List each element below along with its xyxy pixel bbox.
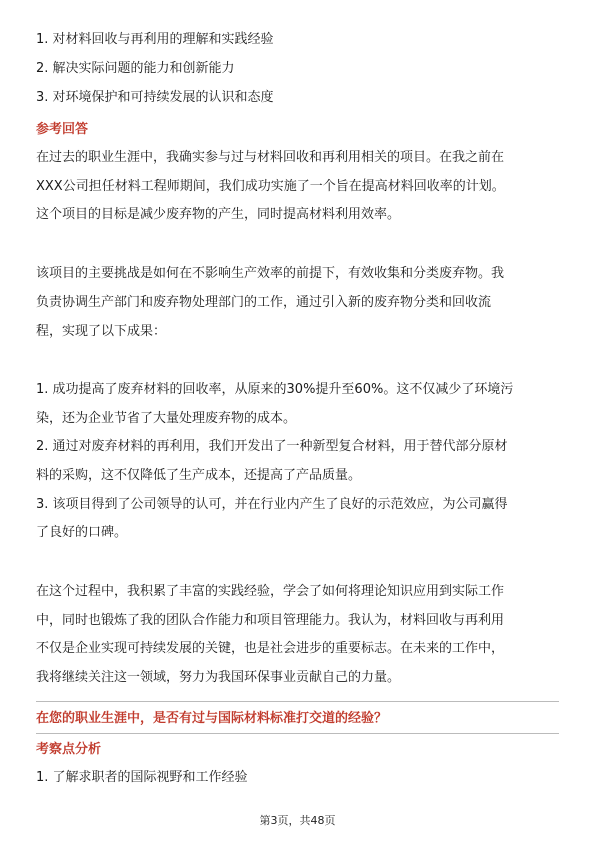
intro-point-1: 1. 对材料回收与再利用的理解和实践经验 (36, 32, 274, 47)
paragraph3-line-1: 在这个过程中，我积累了丰富的实践经验，学会了如何将理论知识应用到实际工作 (36, 584, 505, 599)
paragraph3-line-4: 我将继续关注这一领域，努力为我国环保事业贡献自己的力量。 (36, 670, 401, 685)
result-line-4: 料的采购，这不仅降低了生产成本，还提高了产品质量。 (36, 468, 362, 483)
result-line-6: 了良好的口碑。 (36, 525, 128, 540)
paragraph2-line-1: 该项目的主要挑战是如何在不影响生产效率的前提下，有效收集和分类废弃物。我 (36, 266, 505, 281)
analysis-heading: 考察点分析 (36, 742, 102, 757)
paragraph1-line-3: 这个项目的目标是减少废弃物的产生，同时提高材料利用效率。 (36, 207, 401, 222)
reference-answer-heading: 参考回答 (36, 122, 89, 137)
analysis-point-1: 1. 了解求职者的国际视野和工作经验 (36, 770, 248, 785)
paragraph2-line-3: 程，实现了以下成果： (36, 324, 167, 339)
paragraph3-line-2: 中，同时也锻炼了我的团队合作能力和项目管理能力。我认为，材料回收与再利用 (36, 613, 505, 628)
question-heading: 在您的职业生涯中，是否有过与国际材料标准打交道的经验？ (36, 711, 388, 726)
result-line-3: 2. 通过对废弃材料的再利用，我们开发出了一种新型复合材料，用于替代部分原材 (36, 439, 508, 454)
section-divider-bottom (36, 733, 559, 734)
intro-point-2: 2. 解决实际问题的能力和创新能力 (36, 61, 235, 76)
paragraph3-line-3: 不仅是企业实现可持续发展的关键，也是社会进步的重要标志。在未来的工作中， (36, 641, 505, 656)
result-line-5: 3. 该项目得到了公司领导的认可，并在行业内产生了良好的示范效应，为公司赢得 (36, 497, 508, 512)
paragraph1-line-1: 在过去的职业生涯中，我确实参与过与材料回收和再利用相关的项目。在我之前在 (36, 150, 505, 165)
result-line-2: 染，还为企业节省了大量处理废弃物的成本。 (36, 411, 297, 426)
intro-point-3: 3. 对环境保护和可持续发展的认识和态度 (36, 90, 274, 105)
result-line-1: 1. 成功提高了废弃材料的回收率，从原来的30%提升至60%。这不仅减少了环境污 (36, 382, 514, 397)
paragraph1-line-2: XXX公司担任材料工程师期间，我们成功实施了一个旨在提高材料回收率的计划。 (36, 179, 505, 194)
section-divider-top (36, 701, 559, 702)
paragraph2-line-2: 负责协调生产部门和废弃物处理部门的工作，通过引入新的废弃物分类和回收流 (36, 295, 492, 310)
page-number: 第3页，共48页 (259, 814, 336, 827)
